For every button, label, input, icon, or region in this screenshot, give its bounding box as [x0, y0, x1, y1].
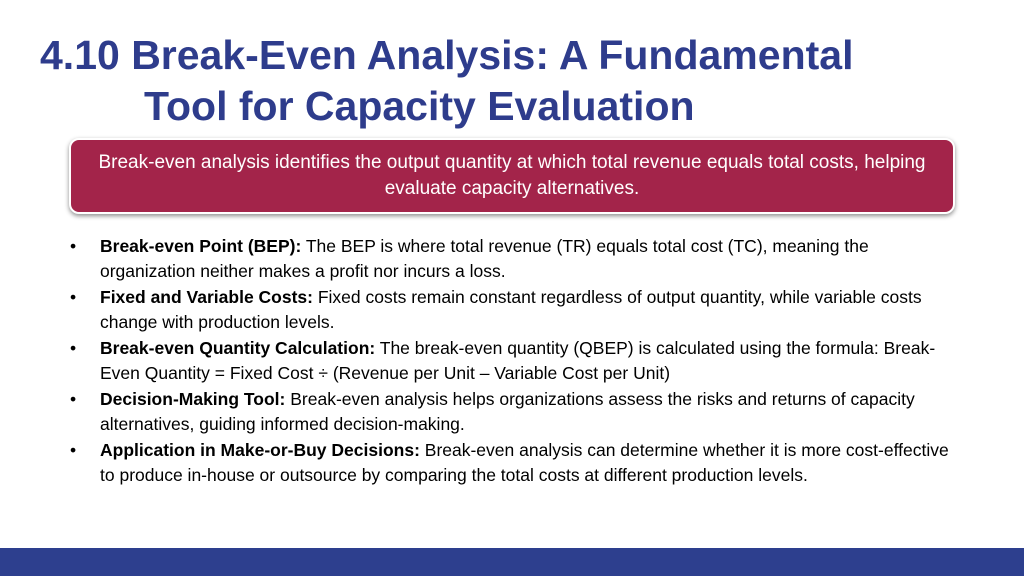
- summary-callout-text: Break-even analysis identifies the output quantity at which total revenue equals total costs, helping evaluate capacity alternatives.: [98, 152, 926, 199]
- bullet-list: [66, 234, 966, 489]
- bullet-marker: •: [70, 338, 77, 358]
- bullet-term: Fixed and Variable Costs:: [100, 287, 313, 307]
- bullet-item-quantity-calculation: [66, 336, 966, 386]
- bullet-term: Break-even Point (BEP):: [100, 236, 302, 256]
- slide-title-line-2: Tool for Capacity Evaluation: [144, 83, 695, 129]
- bullet-marker: •: [70, 236, 77, 256]
- bullet-item-bep: [66, 234, 966, 284]
- bullet-text: The BEP is where total revenue (TR) equals total cost (TC), meaning the organization neither makes a profit nor incurs a loss.: [100, 236, 869, 281]
- bullet-marker: •: [70, 389, 77, 409]
- slide-title: [40, 30, 940, 132]
- bullet-item-decision-making-tool: [66, 387, 966, 437]
- bullet-marker: •: [70, 287, 77, 307]
- bullet-text: The break-even quantity (QBEP) is calculated using the formula: Break-Even Quantity = Fixed Cost ÷ (Revenue per Unit – Variable Cost per Unit): [100, 338, 936, 383]
- bullet-term: Decision-Making Tool:: [100, 389, 286, 409]
- bullet-text: Break-even analysis helps organizations assess the risks and returns of capacity alternatives, guiding informed decision-making.: [100, 389, 915, 434]
- footer-bar: [0, 548, 1024, 576]
- bullet-term: Break-even Quantity Calculation:: [100, 338, 376, 358]
- bullet-item-make-or-buy: [66, 438, 966, 488]
- slide-title-line-1: 4.10 Break-Even Analysis: A Fundamental: [40, 32, 854, 78]
- bullet-text: Break-even analysis can determine whether it is more cost-effective to produce in-house or outsource by comparing the total costs at different production levels.: [100, 440, 949, 485]
- bullet-item-fixed-variable-costs: [66, 285, 966, 335]
- bullet-term: Application in Make-or-Buy Decisions:: [100, 440, 420, 460]
- summary-callout: [69, 138, 955, 214]
- bullet-text: Fixed costs remain constant regardless of output quantity, while variable costs change with production levels.: [100, 287, 922, 332]
- bullet-marker: •: [70, 440, 77, 460]
